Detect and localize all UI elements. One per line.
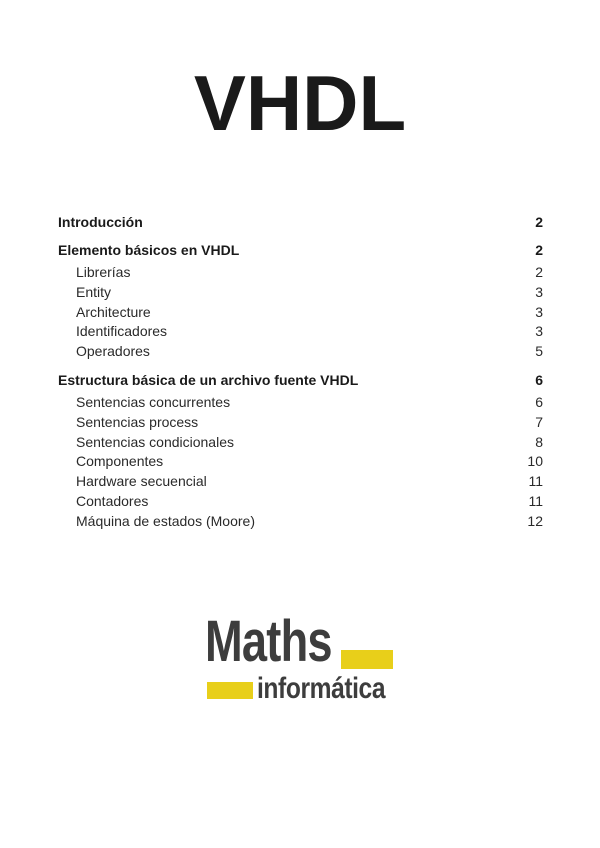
- toc-item[interactable]: [58, 452, 543, 472]
- toc-heading-page: 2: [535, 242, 543, 258]
- toc-item[interactable]: [58, 433, 543, 453]
- toc-heading-label: Elemento básicos en VHDL: [58, 242, 240, 258]
- toc-item[interactable]: [58, 413, 543, 433]
- toc-item-page: 10: [527, 453, 543, 470]
- toc-item-label: Sentencias process: [76, 413, 199, 430]
- toc-item-label: Identificadores: [76, 323, 168, 340]
- toc-item-label: Architecture: [76, 303, 151, 320]
- toc-item-page: 6: [535, 393, 543, 410]
- table-of-contents: [58, 212, 543, 532]
- toc-item-page: 8: [535, 433, 543, 450]
- toc-item[interactable]: [58, 393, 543, 413]
- toc-section-introduccion: [58, 212, 543, 232]
- toc-item-label: Librerías: [76, 264, 131, 280]
- toc-item-label: Sentencias concurrentes: [76, 393, 231, 410]
- logo-word-maths: Maths: [205, 609, 332, 674]
- toc-heading[interactable]: [58, 212, 543, 232]
- document-title: VHDL: [193, 59, 407, 147]
- toc-item[interactable]: [58, 512, 543, 532]
- toc-section-estructura: [58, 370, 543, 532]
- toc-item-label: Entity: [76, 283, 112, 300]
- toc-item-label: Operadores: [76, 343, 150, 360]
- toc-item-page: 3: [535, 323, 543, 340]
- logo-accent-bar-top: [341, 650, 393, 669]
- toc-heading-page: 6: [535, 371, 543, 388]
- toc-item-label: Sentencias condicionales: [76, 433, 234, 450]
- toc-heading[interactable]: [58, 370, 543, 390]
- toc-item[interactable]: [58, 342, 543, 362]
- maths-informatica-logo: [205, 609, 395, 705]
- toc-item-page: 3: [535, 283, 543, 300]
- toc-item-label: Máquina de estados (Moore): [76, 512, 255, 529]
- toc-item-label: Contadores: [76, 492, 149, 509]
- toc-item[interactable]: [58, 472, 543, 492]
- toc-item-page: 7: [535, 413, 543, 430]
- toc-item-label: Hardware secuencial: [76, 473, 207, 490]
- toc-item-label: Componentes: [76, 453, 164, 470]
- toc-item[interactable]: [58, 322, 543, 342]
- toc-item-page: 2: [535, 264, 543, 280]
- toc-heading-page: 2: [535, 214, 543, 230]
- logo-word-informatica: informática: [257, 672, 386, 705]
- toc-item-page: 11: [528, 492, 543, 509]
- toc-heading-label: Estructura básica de un archivo fuente VHDL: [58, 371, 359, 388]
- toc-section-elementos: [58, 240, 543, 362]
- toc-item[interactable]: [58, 303, 543, 323]
- toc-item[interactable]: [58, 492, 543, 512]
- toc-item[interactable]: [58, 283, 543, 303]
- toc-item-page: 3: [535, 303, 543, 320]
- logo-accent-bar-bottom: [207, 682, 253, 699]
- toc-heading[interactable]: [58, 240, 543, 260]
- toc-item-page: 11: [528, 473, 543, 490]
- toc-heading-label: Introducción: [58, 214, 143, 230]
- toc-item[interactable]: [58, 263, 543, 283]
- toc-item-page: 5: [535, 343, 543, 360]
- toc-item-page: 12: [527, 512, 543, 529]
